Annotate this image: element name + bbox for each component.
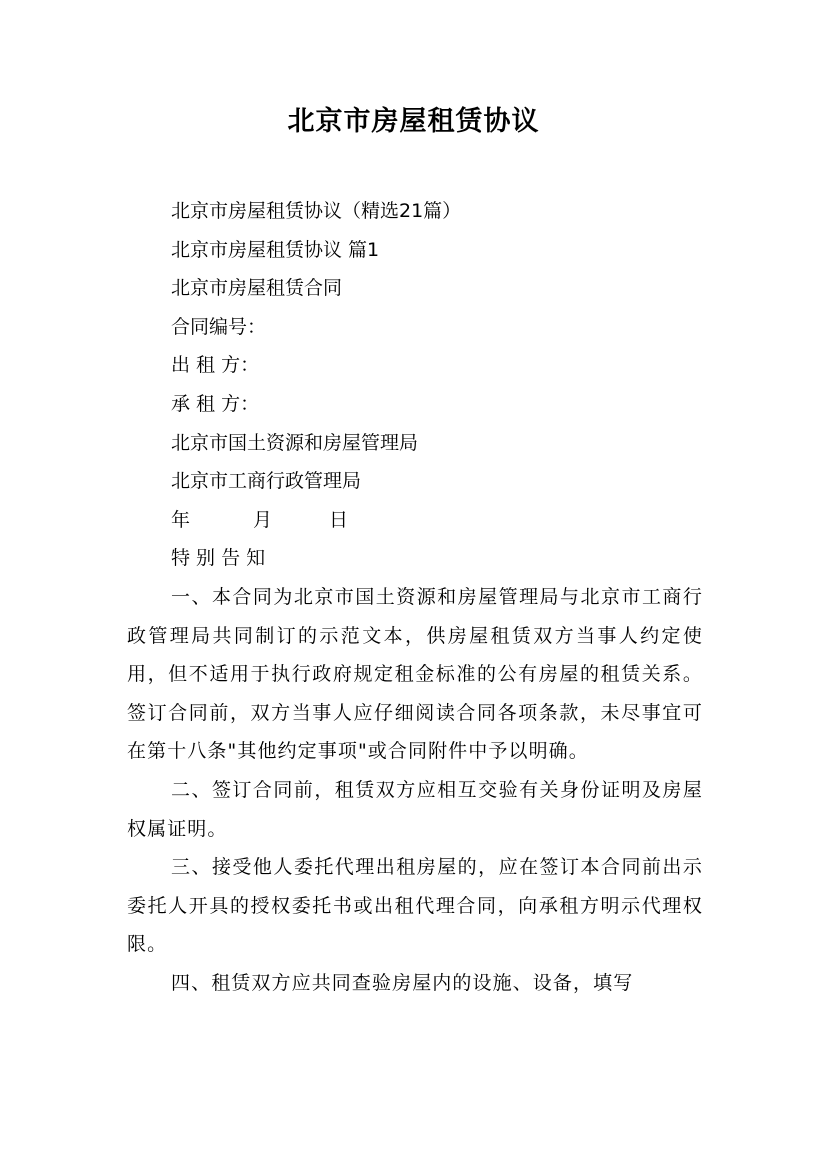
header-line-contract-name: 北京市房屋租赁合同 (171, 277, 343, 300)
notice-heading: 特 别 告 知 (171, 547, 266, 570)
notice-paragraph-2: 二、签订合同前，租赁双方应相互交验有关身份证明及房屋权属证明。 (127, 778, 703, 840)
issuer-commerce-bureau: 北京市工商行政管理局 (171, 470, 362, 493)
document-title: 北京市房屋租赁协议 (287, 106, 540, 137)
notice-paragraph-1: 一、本合同为北京市国土资源和房屋管理局与北京市工商行政管理局共同制订的示范文本，供房屋租赁双方当事人约定使用，但不适用于执行政府规定租金标准的公有房屋的租赁关系。签订合同前，双方当事人应仔细阅读合同各项条款，未尽事宜可在第十八条"其他约定事项"或合同附件中予以明确。 (127, 585, 703, 763)
notice-paragraph-4: 四、租赁双方应共同查验房屋内的设施、设备，填写 (171, 971, 634, 994)
date-day-label: 日 (329, 508, 349, 531)
document-body (127, 192, 703, 1002)
contract-number-label: 合同编号： (171, 315, 267, 338)
date-row (127, 501, 703, 540)
issuer-housing-bureau: 北京市国土资源和房屋管理局 (171, 431, 419, 454)
date-year-label: 年 (171, 508, 191, 531)
header-line-collection-title: 北京市房屋租赁协议（精选21篇） (171, 200, 462, 222)
header-line-article-number: 北京市房屋租赁协议 篇1 (171, 238, 380, 261)
notice-paragraph-3: 三、接受他人委托代理出租房屋的，应在签订本合同前出示委托人开具的授权委托书或出租代理合同，向承租方明示代理权限。 (127, 856, 703, 956)
date-month-label: 月 (253, 508, 273, 531)
lessor-label: 出 租 方： (171, 354, 260, 377)
lessee-label: 承 租 方： (171, 392, 260, 415)
